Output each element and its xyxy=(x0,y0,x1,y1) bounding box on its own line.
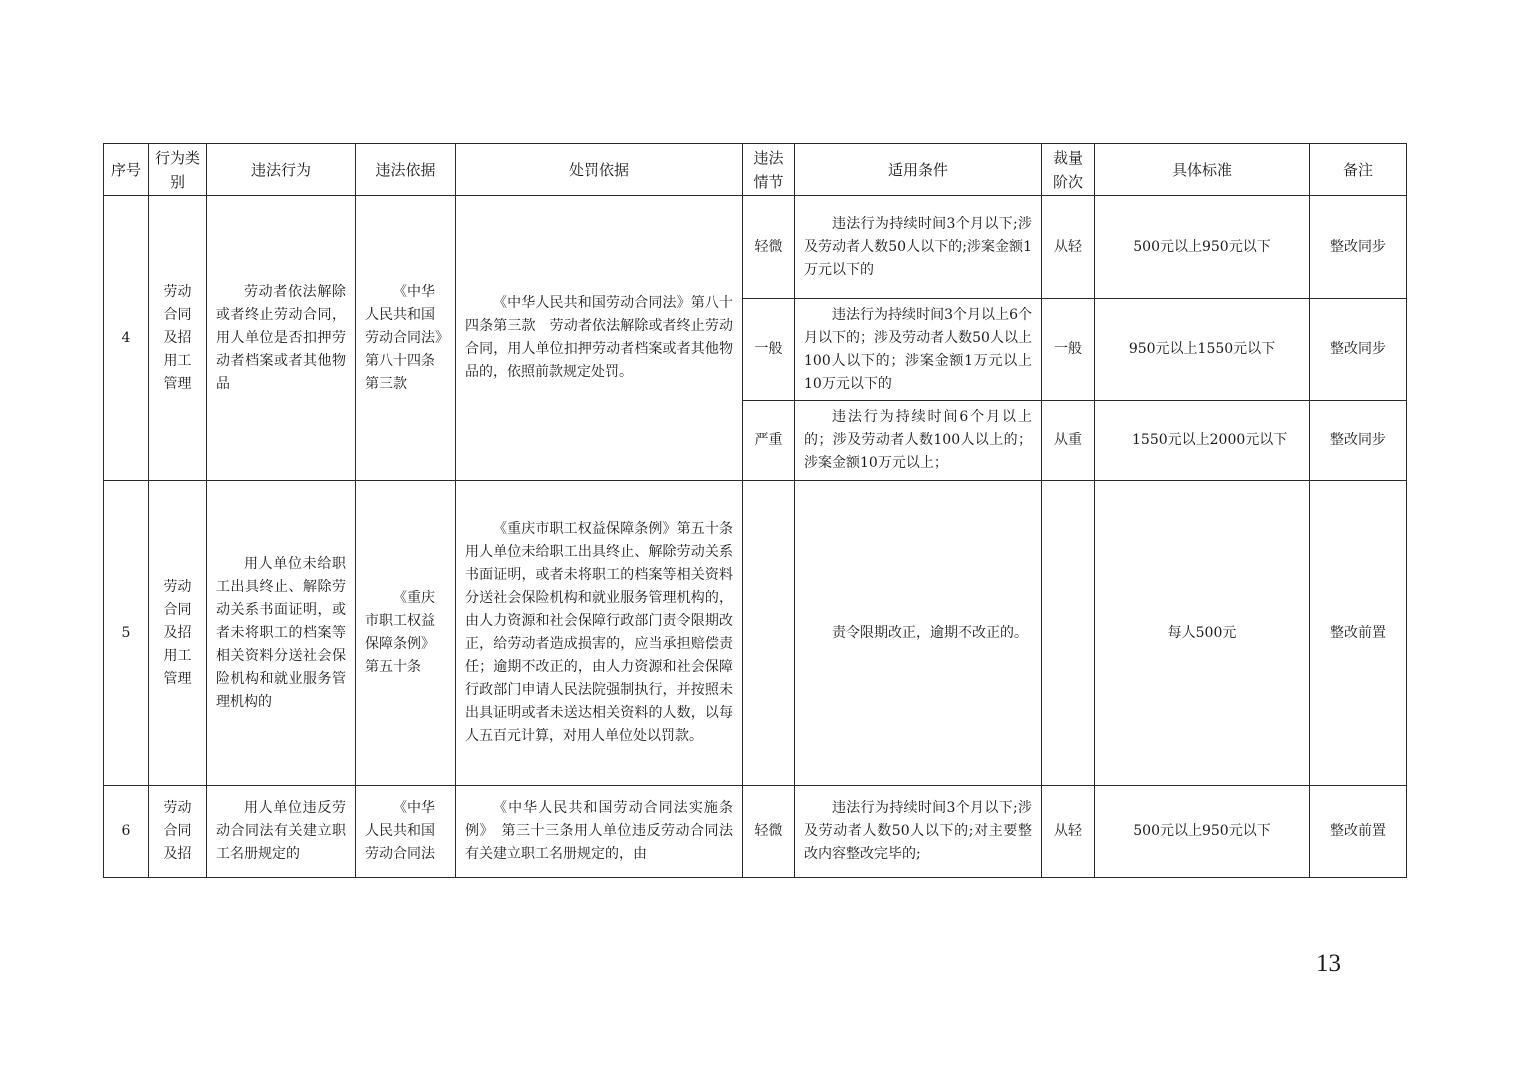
cell-remarks: 整改同步 xyxy=(1310,299,1407,401)
cell-circumstance: 严重 xyxy=(743,401,795,481)
cell-condition: 违法行为持续时间3个月以下;涉及劳动者人数50人以下的;对主要整改内容整改完毕的; xyxy=(795,786,1042,878)
cell-violation: 劳动者依法解除或者终止劳动合同，用人单位是否扣押劳动者档案或者其他物品 xyxy=(207,196,356,481)
table-row xyxy=(104,786,1407,878)
cell-level: 从重 xyxy=(1042,401,1095,481)
cell-circumstance: 一般 xyxy=(743,299,795,401)
header-penalty-basis: 处罚依据 xyxy=(456,144,743,196)
header-condition: 适用条件 xyxy=(795,144,1042,196)
header-remarks: 备注 xyxy=(1310,144,1407,196)
cell-standard: 1550元以上2000元以下 xyxy=(1095,401,1310,481)
cell-circumstance xyxy=(743,481,795,786)
penalty-discretion-table xyxy=(103,143,1407,878)
header-legal-basis: 违法依据 xyxy=(356,144,456,196)
cell-condition: 违法行为持续时间3个月以上6个月以下的；涉及劳动者人数50人以上100人以下的；涉案金额1万元以上10万元以下的 xyxy=(795,299,1042,401)
cell-category: 劳动合同及招用工管理 xyxy=(149,481,207,786)
cell-remarks: 整改前置 xyxy=(1310,481,1407,786)
cell-penalty-basis: 《中华人民共和国劳动合同法》第八十四条第三款 劳动者依法解除或者终止劳动合同，用人单位扣押劳动者档案或者其他物品的，依照前款规定处罚。 xyxy=(456,196,743,481)
cell-legal-basis: 《中华人民共和国劳动合同法》第八十四条第三款 xyxy=(356,196,456,481)
header-violation: 违法行为 xyxy=(207,144,356,196)
cell-penalty-basis: 《中华人民共和国劳动合同法实施条例》 第三十三条用人单位违反劳动合同法有关建立职工名册规定的，由 xyxy=(456,786,743,878)
cell-level xyxy=(1042,481,1095,786)
cell-remarks: 整改同步 xyxy=(1310,401,1407,481)
table-row xyxy=(104,196,1407,299)
cell-standard: 500元以上950元以下 xyxy=(1095,786,1310,878)
cell-standard: 500元以上950元以下 xyxy=(1095,196,1310,299)
cell-remarks: 整改前置 xyxy=(1310,786,1407,878)
header-row xyxy=(104,144,1407,196)
cell-condition: 违法行为持续时间3个月以下;涉及劳动者人数50人以下的;涉案金额1万元以下的 xyxy=(795,196,1042,299)
header-circumstance: 违法情节 xyxy=(743,144,795,196)
cell-standard: 每人500元 xyxy=(1095,481,1310,786)
cell-standard: 950元以上1550元以下 xyxy=(1095,299,1310,401)
cell-circumstance: 轻微 xyxy=(743,196,795,299)
cell-circumstance: 轻微 xyxy=(743,786,795,878)
header-level: 裁量阶次 xyxy=(1042,144,1095,196)
cell-condition: 违法行为持续时间6个月以上的；涉及劳动者人数100人以上的；涉案金额10万元以上； xyxy=(795,401,1042,481)
header-standard: 具体标准 xyxy=(1095,144,1310,196)
cell-penalty-basis: 《重庆市职工权益保障条例》第五十条 用人单位未给职工出具终止、解除劳动关系书面证明，或者未将职工的档案等相关资料分送社会保险机构和就业服务管理机构的，由人力资源和社会保障行政部门责令限期改正，给劳动者造成损害的，应当承担赔偿责任；逾期不改正的，由人力资源和社会保障行政部门申请人民法院强制执行，并按照未出具证明或者未送达相关资料的人数，以每人五百元计算，对用人单位处以罚款。 xyxy=(456,481,743,786)
cell-violation: 用人单位违反劳动合同法有关建立职工名册规定的 xyxy=(207,786,356,878)
header-seq: 序号 xyxy=(104,144,149,196)
cell-level: 从轻 xyxy=(1042,196,1095,299)
header-category: 行为类别 xyxy=(149,144,207,196)
cell-seq: 6 xyxy=(104,786,149,878)
cell-violation: 用人单位未给职工出具终止、解除劳动关系书面证明，或者未将职工的档案等相关资料分送社会保险机构和就业服务管理机构的 xyxy=(207,481,356,786)
page-number: 13 xyxy=(1316,950,1341,977)
cell-category: 劳动合同及招用工管理 xyxy=(149,196,207,481)
cell-category: 劳动合同及招 xyxy=(149,786,207,878)
cell-remarks: 整改同步 xyxy=(1310,196,1407,299)
cell-level: 一般 xyxy=(1042,299,1095,401)
cell-condition: 责令限期改正，逾期不改正的。 xyxy=(795,481,1042,786)
cell-seq: 4 xyxy=(104,196,149,481)
cell-level: 从轻 xyxy=(1042,786,1095,878)
cell-legal-basis: 《重庆市职工权益保障条例》第五十条 xyxy=(356,481,456,786)
table-row xyxy=(104,481,1407,786)
cell-legal-basis: 《中华人民共和国劳动合同法 xyxy=(356,786,456,878)
cell-seq: 5 xyxy=(104,481,149,786)
